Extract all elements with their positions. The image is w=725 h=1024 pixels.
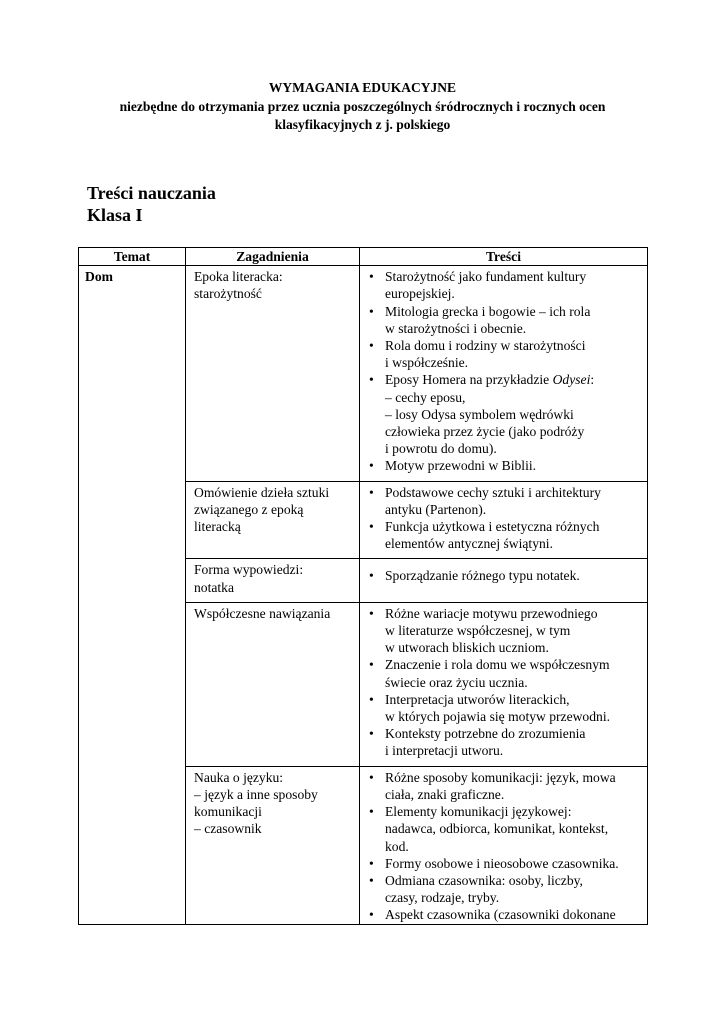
item-line: i współcześnie. — [385, 355, 469, 371]
item-line: Interpretacja utworów literackich, — [385, 691, 570, 707]
list-item — [366, 337, 641, 371]
list-item — [366, 457, 641, 474]
list-item — [366, 567, 641, 584]
issue-line: starożytność — [194, 286, 262, 302]
list-item — [366, 605, 641, 657]
issue-line: – język a inne sposoby — [194, 786, 318, 802]
list-item — [366, 872, 641, 906]
item-line: europejskiej. — [385, 286, 455, 302]
section-title: Treści nauczania — [87, 183, 216, 203]
issue-line: – czasownik — [194, 821, 262, 837]
table-row — [79, 266, 648, 481]
bullet-icon: • — [369, 804, 374, 820]
bullet-icon: • — [369, 872, 374, 888]
item-line: człowieka przez życie (jako podróży — [385, 424, 585, 440]
item-line — [385, 371, 641, 388]
content-cell — [360, 266, 648, 481]
bullet-icon: • — [369, 303, 374, 319]
item-line: Mitologia grecka i bogowie – ich rola — [385, 303, 591, 319]
item-line: w utworach bliskich uczniom. — [385, 640, 549, 656]
bullet-icon: • — [369, 519, 374, 535]
item-line: i powrotu do domu). — [385, 441, 497, 457]
item-line: Motyw przewodni w Biblii. — [385, 458, 537, 474]
issue-line: Nauka o języku: — [194, 769, 284, 785]
item-line: Różne sposoby komunikacji: język, mowa — [385, 769, 616, 785]
issue-cell — [186, 766, 360, 924]
item-line: Różne wariacje motywu przewodniego — [385, 605, 598, 621]
item-line: Formy osobowe i nieosobowe czasownika. — [385, 855, 619, 871]
column-header-issues: Zagadnienia — [186, 248, 360, 266]
bullet-icon: • — [369, 907, 374, 923]
list-item — [366, 518, 641, 552]
item-text: : — [590, 372, 595, 388]
issue-line: Współczesne nawiązania — [194, 605, 331, 621]
item-line: Rola domu i rodziny w starożytności — [385, 338, 586, 354]
issue-line: komunikacji — [194, 804, 262, 820]
issue-line: literacką — [194, 519, 241, 535]
item-line: Starożytność jako fundament kultury — [385, 269, 587, 285]
bullet-icon: • — [369, 769, 374, 785]
content-cell — [360, 602, 648, 766]
document-title: WYMAGANIA EDUKACYJNE — [268, 80, 457, 95]
bullet-icon: • — [369, 269, 374, 285]
document-subtitle-line-1: niezbędne do otrzymania przez ucznia poszczególnych śródrocznych i rocznych ocen — [119, 98, 606, 114]
bullet-icon: • — [369, 484, 374, 500]
issue-cell — [186, 559, 360, 602]
bullet-icon: • — [369, 605, 374, 621]
item-line: kod. — [385, 838, 409, 854]
item-line: w starożytności i obecnie. — [385, 320, 527, 336]
issue-cell — [186, 266, 360, 481]
item-line: Aspekt czasownika (czasowniki dokonane — [385, 907, 616, 923]
item-line: Sporządzanie różnego typu notatek. — [385, 568, 580, 584]
item-line: – losy Odysa symbolem wędrówki — [385, 406, 574, 422]
column-header-content: Treści — [360, 248, 648, 266]
bullet-icon: • — [369, 372, 374, 388]
bullet-icon: • — [369, 691, 374, 707]
issue-cell — [186, 602, 360, 766]
item-line: w literaturze współczesnej, w tym — [385, 623, 571, 639]
item-line: świecie oraz życiu ucznia. — [385, 674, 528, 690]
content-cell — [360, 559, 648, 602]
bullet-icon: • — [369, 568, 374, 584]
issue-line: Omówienie dzieła sztuki — [194, 484, 330, 500]
list-item — [366, 268, 641, 302]
list-item — [366, 725, 641, 759]
bullet-icon: • — [369, 855, 374, 871]
item-line: w których pojawia się motyw przewodni. — [385, 709, 611, 725]
item-line: Podstawowe cechy sztuki i architektury — [385, 484, 601, 500]
item-line: Odmiana czasownika: osoby, liczby, — [385, 872, 583, 888]
item-text: Eposy Homera na przykładzie — [385, 372, 553, 388]
item-line: ciała, znaki graficzne. — [385, 786, 505, 802]
topic-cell: Dom — [79, 266, 186, 924]
issue-line: związanego z epoką — [194, 501, 304, 517]
bullet-icon: • — [369, 338, 374, 354]
bullet-icon: • — [369, 726, 374, 742]
content-cell — [360, 481, 648, 559]
item-title-italic: Odysei — [552, 372, 591, 388]
issue-cell — [186, 481, 360, 559]
table-header-row — [79, 248, 648, 266]
item-line: antyku (Partenon). — [385, 501, 487, 517]
issue-line: Forma wypowiedzi: — [194, 562, 304, 578]
list-item — [366, 656, 641, 690]
item-line: – cechy eposu, — [385, 389, 466, 405]
column-header-topic: Temat — [79, 248, 186, 266]
document-header — [0, 79, 725, 135]
item-line: nadawca, odbiorca, komunikat, kontekst, — [385, 821, 609, 837]
item-line: Konteksty potrzebne do zrozumienia — [385, 726, 586, 742]
issue-line: notatka — [194, 579, 235, 595]
item-line: i interpretacji utworu. — [385, 743, 504, 759]
bullet-icon: • — [369, 458, 374, 474]
list-item — [366, 906, 641, 923]
document-subtitle-line-2: klasyfikacyjnych z j. polskiego — [274, 117, 451, 132]
item-line: Znaczenie i rola domu we współczesnym — [385, 657, 610, 673]
list-item — [366, 803, 641, 855]
item-line: Funkcja użytkowa i estetyczna różnych — [385, 519, 600, 535]
class-label: Klasa I — [87, 205, 143, 225]
item-line: czasy, rodzaje, tryby. — [385, 890, 500, 906]
list-item — [366, 769, 641, 803]
bullet-icon: • — [369, 657, 374, 673]
curriculum-table — [78, 247, 648, 925]
issue-line: Epoka literacka: — [194, 269, 283, 285]
list-item — [366, 855, 641, 872]
list-item — [366, 303, 641, 337]
list-item — [366, 371, 641, 457]
item-line: Elementy komunikacji językowej: — [385, 804, 572, 820]
item-line: elementów antycznej świątyni. — [385, 536, 553, 552]
list-item — [366, 691, 641, 725]
content-cell — [360, 766, 648, 924]
list-item — [366, 484, 641, 518]
